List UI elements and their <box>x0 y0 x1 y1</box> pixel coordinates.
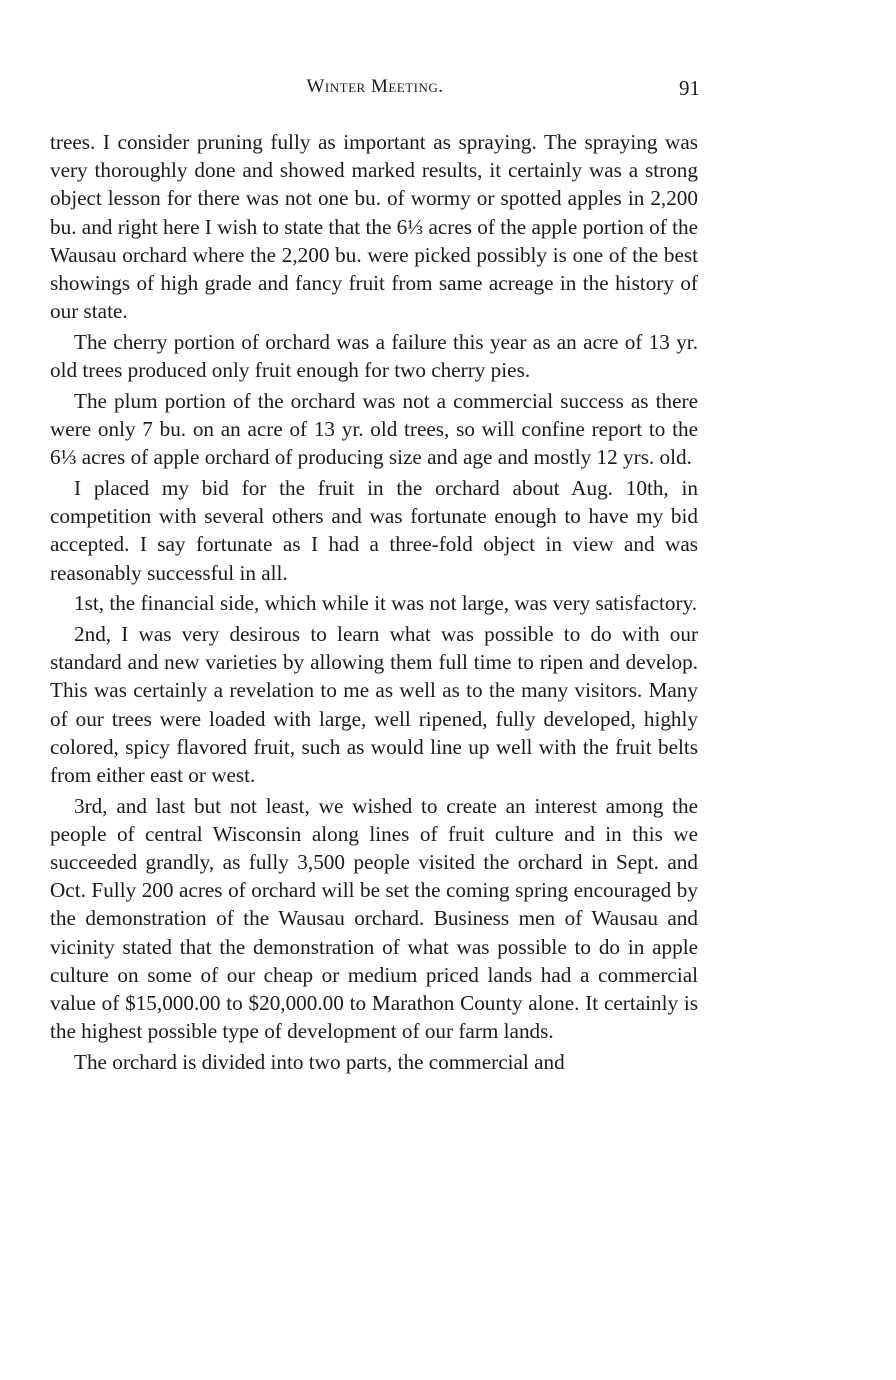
paragraph-third-object: 3rd, and last but not least, we wished to create an interest among the people of central Wisconsin along lines of fruit culture and in this we succeeded grandly, as fully 3,500 people visited the orchard in Sept. and Oct. Fully 200 acres of orchard will be set the coming spring encouraged by the demonstration of the Wausau orchard. Business men of Wausau and vicinity stated that the demonstration of what was possible to do in apple culture on some of our cheap or medium priced lands had a commercial value of $15,000.00 to $20,000.00 to Marathon County alone. It certainly is the highest possible type of development of our farm lands. <box>50 793 698 1044</box>
page-header <box>50 76 700 106</box>
page-number: 91 <box>679 76 700 100</box>
paragraph-first-object: 1st, the financial side, which while it was not large, was very satisfactory. <box>74 591 698 616</box>
paragraph-pruning-spraying: trees. I consider pruning fully as important as spraying. The spraying was very thoroughly done and showed marked results, it certainly was a strong object lesson for there was not one bu. of wormy or spotted apples in 2,200 bu. and right here I wish to state that the 6⅓ acres of the apple portion of the Wausau orchard where the 2,200 bu. were picked possibly is one of the best showings of high grade and fancy fruit from same acreage in the history of our state. <box>50 130 698 324</box>
paragraph-orchard-division: The orchard is divided into two parts, the commercial and <box>74 1050 565 1074</box>
paragraph-plum: The plum portion of the orchard was not a commercial success as there were only 7 bu. on an acre of 13 yr. old trees, so will confine report to the 6⅓ acres of apple orchard of producing size and age and mostly 12 yrs. old. <box>50 388 698 470</box>
running-head: Winter Meeting. <box>306 76 444 97</box>
paragraph-cherry: The cherry portion of orchard was a failure this year as an acre of 13 yr. old trees produced only fruit enough for two cherry pies. <box>50 329 698 383</box>
body-text <box>50 128 698 1079</box>
paragraph-second-object: 2nd, I was very desirous to learn what was possible to do with our standard and new varieties by allowing them full time to ripen and develop. This was certainly a revelation to me as well as to the many visitors. Many of our trees were loaded with large, well ripened, fully developed, highly colored, spicy flavored fruit, such as would line up well with the fruit belts from either east or west. <box>50 621 698 787</box>
paragraph-bid: I placed my bid for the fruit in the orchard about Aug. 10th, in competition with several others and was fortunate enough to have my bid accepted. I say fortunate as I had a three-fold object in view and was reasonably successful in all. <box>50 475 698 585</box>
